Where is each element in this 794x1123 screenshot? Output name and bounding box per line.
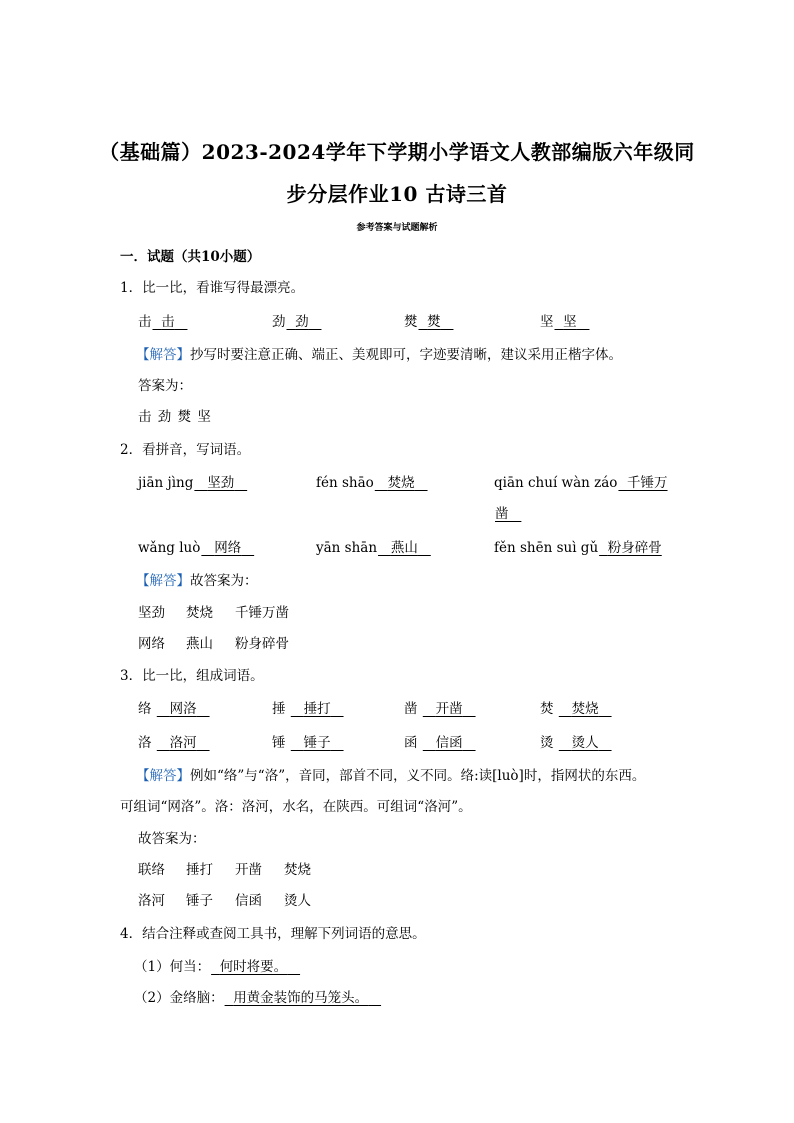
q2-item xyxy=(494,538,663,558)
q3-item: 捶 捶打 xyxy=(272,701,331,717)
section-heading: 一．试题（共10小题） xyxy=(120,249,261,265)
q1-item xyxy=(404,312,454,332)
jieda-text: 例如“络”与“洛”，音同，部首不同，义不同。络:读[luò]时，指网状的东西。 xyxy=(190,768,646,784)
q3-jieda-continuation: 可组词“网洛”。洛：洛河，水名，在陕西。可组词“洛河”。 xyxy=(120,799,472,815)
answer-subtitle: 参考答案与试题解析 xyxy=(356,223,438,233)
q1-answer-label: 答案为： xyxy=(138,378,192,394)
q2-answer: 网络 xyxy=(214,540,242,556)
q1-answer: 击 xyxy=(161,314,175,330)
q1-item xyxy=(272,312,322,332)
q1-answer: 燓 xyxy=(427,314,441,330)
q4-item: （1）何当： 何时将要。 xyxy=(134,959,288,975)
q2-jieda xyxy=(136,571,258,591)
q2-answer: 坚劲 xyxy=(207,475,235,491)
q1-item xyxy=(138,312,188,332)
q1-answer: 坚 xyxy=(563,314,577,330)
q3-jieda xyxy=(136,766,645,786)
page-title-line-2: 步分层作业10 古诗三首 xyxy=(286,182,508,206)
q2-answers-row-2: 网络 燕山 粉身碎骨 xyxy=(138,636,289,652)
jieda-tag: 【解答】 xyxy=(136,573,190,589)
q3-item: 函 信函 xyxy=(404,735,463,751)
q2-answers-row-1: 坚劲 焚烧 千锤万凿 xyxy=(138,605,289,621)
q1-stem: 1．比一比，看谁写得最漂亮。 xyxy=(120,280,305,296)
q4-item: （2）金络脑： 用黄金装饰的马笼头。 xyxy=(134,990,369,1006)
q2-item xyxy=(494,473,669,493)
q1-char: 坚 xyxy=(540,314,554,330)
q3-answers-row-2: 洛河 锤子 信函 烫人 xyxy=(138,893,311,909)
q1-answer-line: 击 劲 燓 坚 xyxy=(138,409,212,425)
page-title-line-1: （基础篇）2023-2024学年下学期小学语文人教部编版六年级同 xyxy=(99,140,695,164)
q2-answer: 燕山 xyxy=(390,540,418,556)
q2-item xyxy=(138,538,255,558)
q4-stem: 4．结合注释或查阅工具书，理解下列词语的意思。 xyxy=(120,926,426,942)
q3-answer-label: 故答案为： xyxy=(138,831,206,847)
q2-answer: 焚烧 xyxy=(387,475,415,491)
jieda-tag: 【解答】 xyxy=(136,347,190,363)
q1-jieda xyxy=(136,345,622,365)
q1-answer: 劲 xyxy=(295,314,309,330)
q2-pinyin: fén shāo xyxy=(316,475,374,491)
q2-pinyin: yān shān xyxy=(316,540,378,556)
q1-char: 劲 xyxy=(272,314,286,330)
jieda-text: 故答案为： xyxy=(190,573,258,589)
q2-stem: 2．看拼音，写词语。 xyxy=(120,442,251,458)
q2-pinyin: qiān chuí wàn záo xyxy=(494,475,618,491)
q3-item: 焚 焚烧 xyxy=(540,701,599,717)
q3-item: 锤 锤子 xyxy=(272,735,331,751)
jieda-text: 抄写时要注意正确、端正、美观即可，字迹要清晰，建议采用正楷字体。 xyxy=(190,347,622,363)
q3-item: 洛 洛河 xyxy=(138,735,197,751)
q1-item xyxy=(540,312,590,332)
q3-item: 凿 开凿 xyxy=(404,701,463,717)
q3-item: 烫 烫人 xyxy=(540,735,599,751)
q2-item xyxy=(316,538,432,558)
q2-item xyxy=(138,473,248,493)
q2-item xyxy=(316,473,429,493)
q2-pinyin: jiān jìng xyxy=(138,475,194,491)
q1-char: 击 xyxy=(138,314,152,330)
q2-answer: 千锤万 xyxy=(627,475,668,491)
jieda-tag: 【解答】 xyxy=(136,768,190,784)
q2-answer-continuation: 凿 xyxy=(495,506,509,522)
q3-stem: 3．比一比，组成词语。 xyxy=(120,668,264,684)
q3-answers-row-1: 联络 捶打 开凿 焚烧 xyxy=(138,862,311,878)
q1-char: 燓 xyxy=(404,314,418,330)
q3-item: 络 网洛 xyxy=(138,701,197,717)
q2-pinyin: fěn shēn suì gǔ xyxy=(494,540,599,556)
q2-answer: 粉身碎骨 xyxy=(607,540,662,556)
q2-pinyin: wǎng luò xyxy=(138,540,201,556)
